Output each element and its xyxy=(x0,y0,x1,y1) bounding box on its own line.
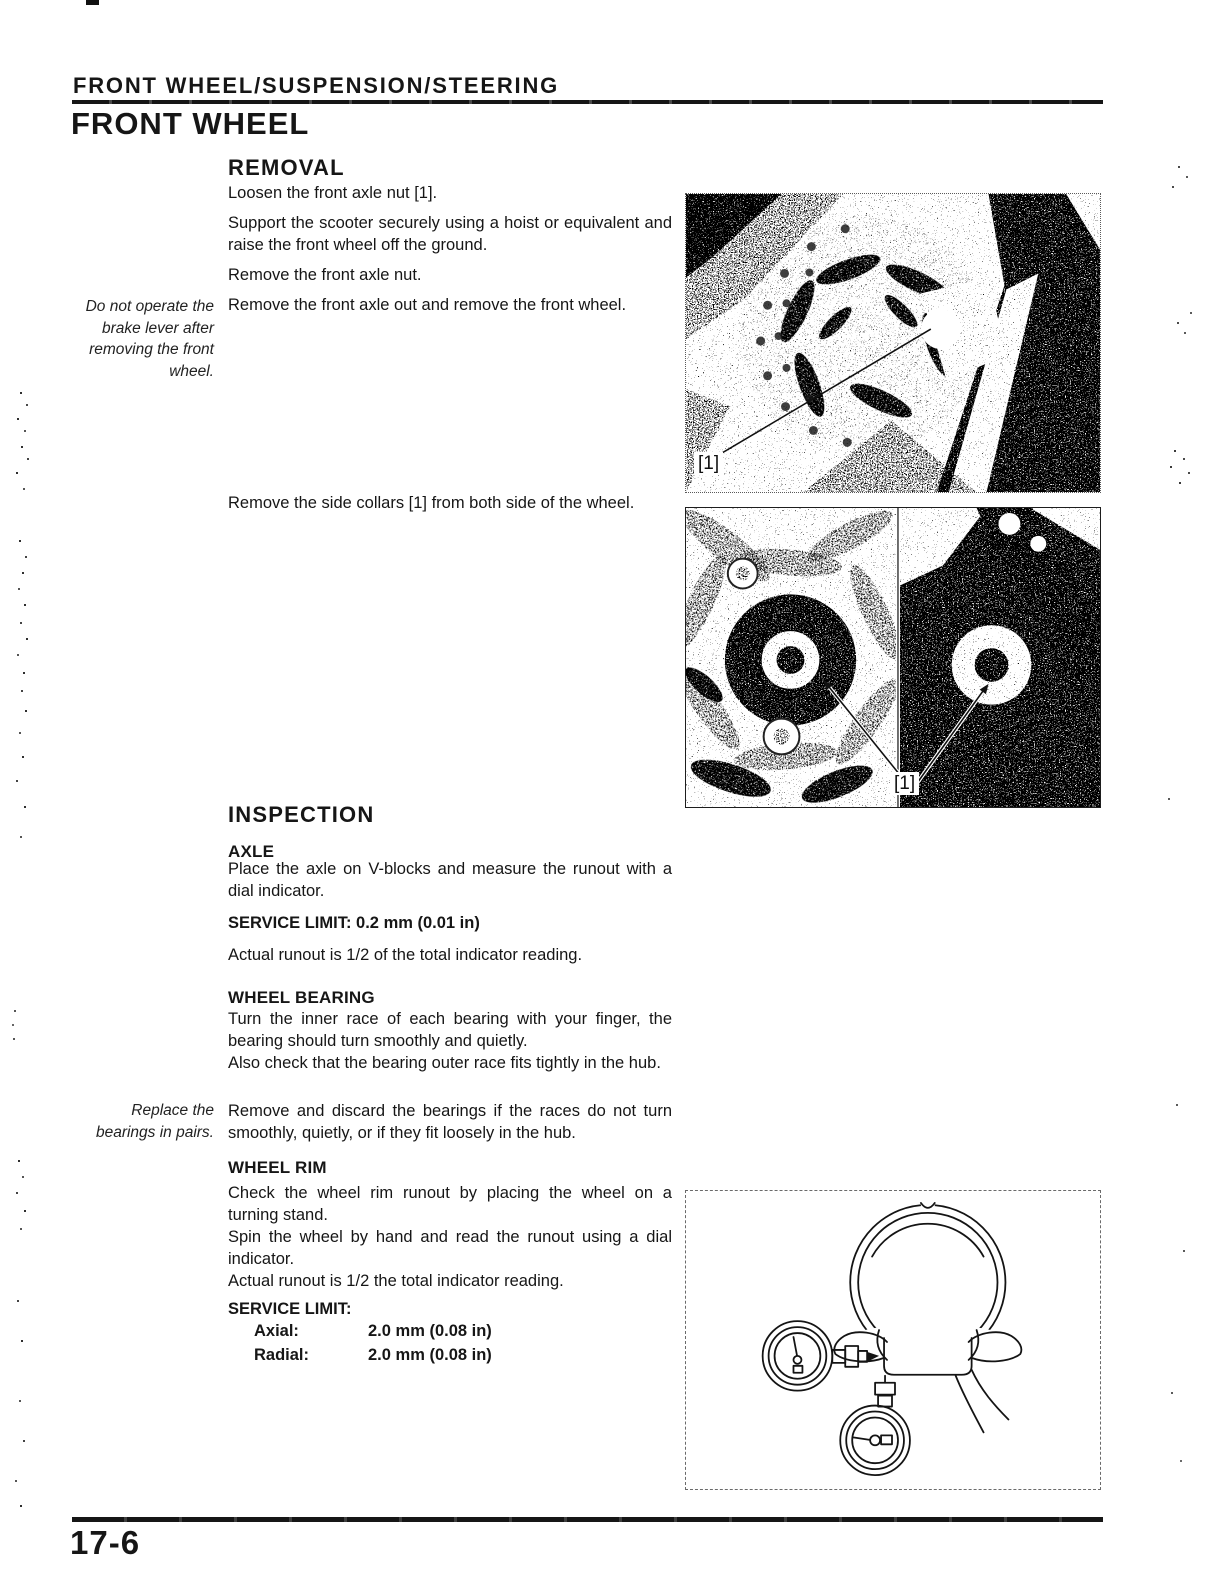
axle-paragraph-measure: Place the axle on V-blocks and measure the runout with a dial indicator. xyxy=(228,860,672,900)
removal-paragraph-remove-nut: Remove the front axle nut. xyxy=(228,266,422,284)
removal-paragraph-support: Support the scooter securely using a hoist or equivalent and raise the front wheel off the ground. xyxy=(228,214,672,254)
header-rule xyxy=(72,100,1103,104)
service-limit-table xyxy=(254,1322,492,1370)
scan-stray-mark xyxy=(86,0,99,5)
callout-1-label: [1] xyxy=(694,452,723,475)
axle-paragraph-actual: Actual runout is 1/2 of the total indicator reading. xyxy=(228,946,583,964)
removal-paragraph-remove-axle: Remove the front axle out and remove the front wheel. xyxy=(228,296,627,314)
side-note-bearings: Replace the bearings in pairs. xyxy=(95,1102,214,1141)
page-number: 17-6 xyxy=(70,1524,141,1561)
wheel-rim-subheading: WHEEL RIM xyxy=(228,1158,327,1177)
figure-rim-runout-diagram xyxy=(685,1190,1101,1490)
removal-paragraph-side-collars: Remove the side collars [1] from both side of the wheel. xyxy=(228,494,635,512)
rim-paragraph-check: Check the wheel rim runout by placing the wheel on a turning stand. xyxy=(228,1184,672,1224)
wheel-rim-paragraphs xyxy=(228,1182,672,1292)
axle-subheading: AXLE xyxy=(228,842,275,861)
callout-1-label: [1] xyxy=(890,772,919,795)
page-title: FRONT WHEEL xyxy=(71,106,310,141)
wheel-bearing-paragraphs xyxy=(228,1008,672,1074)
axle-nut-highlight xyxy=(921,309,961,349)
figure-side-collars-photo xyxy=(685,507,1101,808)
limit-row-radial xyxy=(254,1346,492,1370)
rim-paragraph-actual: Actual runout is 1/2 the total indicator reading. xyxy=(228,1272,564,1290)
side-note-brake-lever: Do not operate the brake lever after removing the front wheel. xyxy=(85,298,214,380)
scan-speckles xyxy=(0,0,2,2)
removal-heading: REMOVAL xyxy=(228,155,345,180)
side-collars-photo-art xyxy=(686,508,1100,807)
bearing-paragraph-check: Also check that the bearing outer race fits tightly in the hub. xyxy=(228,1054,661,1072)
limit-value: 2.0 mm (0.08 in) xyxy=(368,1346,492,1364)
rim-service-limit-heading: SERVICE LIMIT: xyxy=(228,1300,352,1318)
removal-paragraph-loosen: Loosen the front axle nut [1]. xyxy=(228,184,438,202)
bearing-paragraph-turn: Turn the inner race of each bearing with your finger, the bearing should turn smoothly and quietly. xyxy=(228,1010,672,1050)
figure-front-axle-photo xyxy=(685,193,1101,493)
running-header: FRONT WHEEL/SUSPENSION/STEERING xyxy=(73,73,560,98)
axle-service-limit: SERVICE LIMIT: 0.2 mm (0.01 in) xyxy=(228,914,480,932)
inspection-heading: INSPECTION xyxy=(228,802,375,827)
front-axle-photo-art xyxy=(686,194,1100,492)
limit-label: Axial: xyxy=(254,1322,299,1340)
rim-runout-diagram-art xyxy=(686,1191,1100,1489)
bearing-paragraph-replace: Remove and discard the bearings if the races do not turn smoothly, quietly, or if they fit loosely in the hub. xyxy=(228,1102,672,1142)
limit-label: Radial: xyxy=(254,1346,310,1364)
limit-value: 2.0 mm (0.08 in) xyxy=(368,1322,492,1340)
limit-row-axial xyxy=(254,1322,492,1346)
rim-paragraph-spin: Spin the wheel by hand and read the runout using a dial indicator. xyxy=(228,1228,672,1268)
footer-rule xyxy=(72,1517,1103,1522)
wheel-bearing-subheading: WHEEL BEARING xyxy=(228,988,375,1007)
left-panel xyxy=(686,508,909,807)
